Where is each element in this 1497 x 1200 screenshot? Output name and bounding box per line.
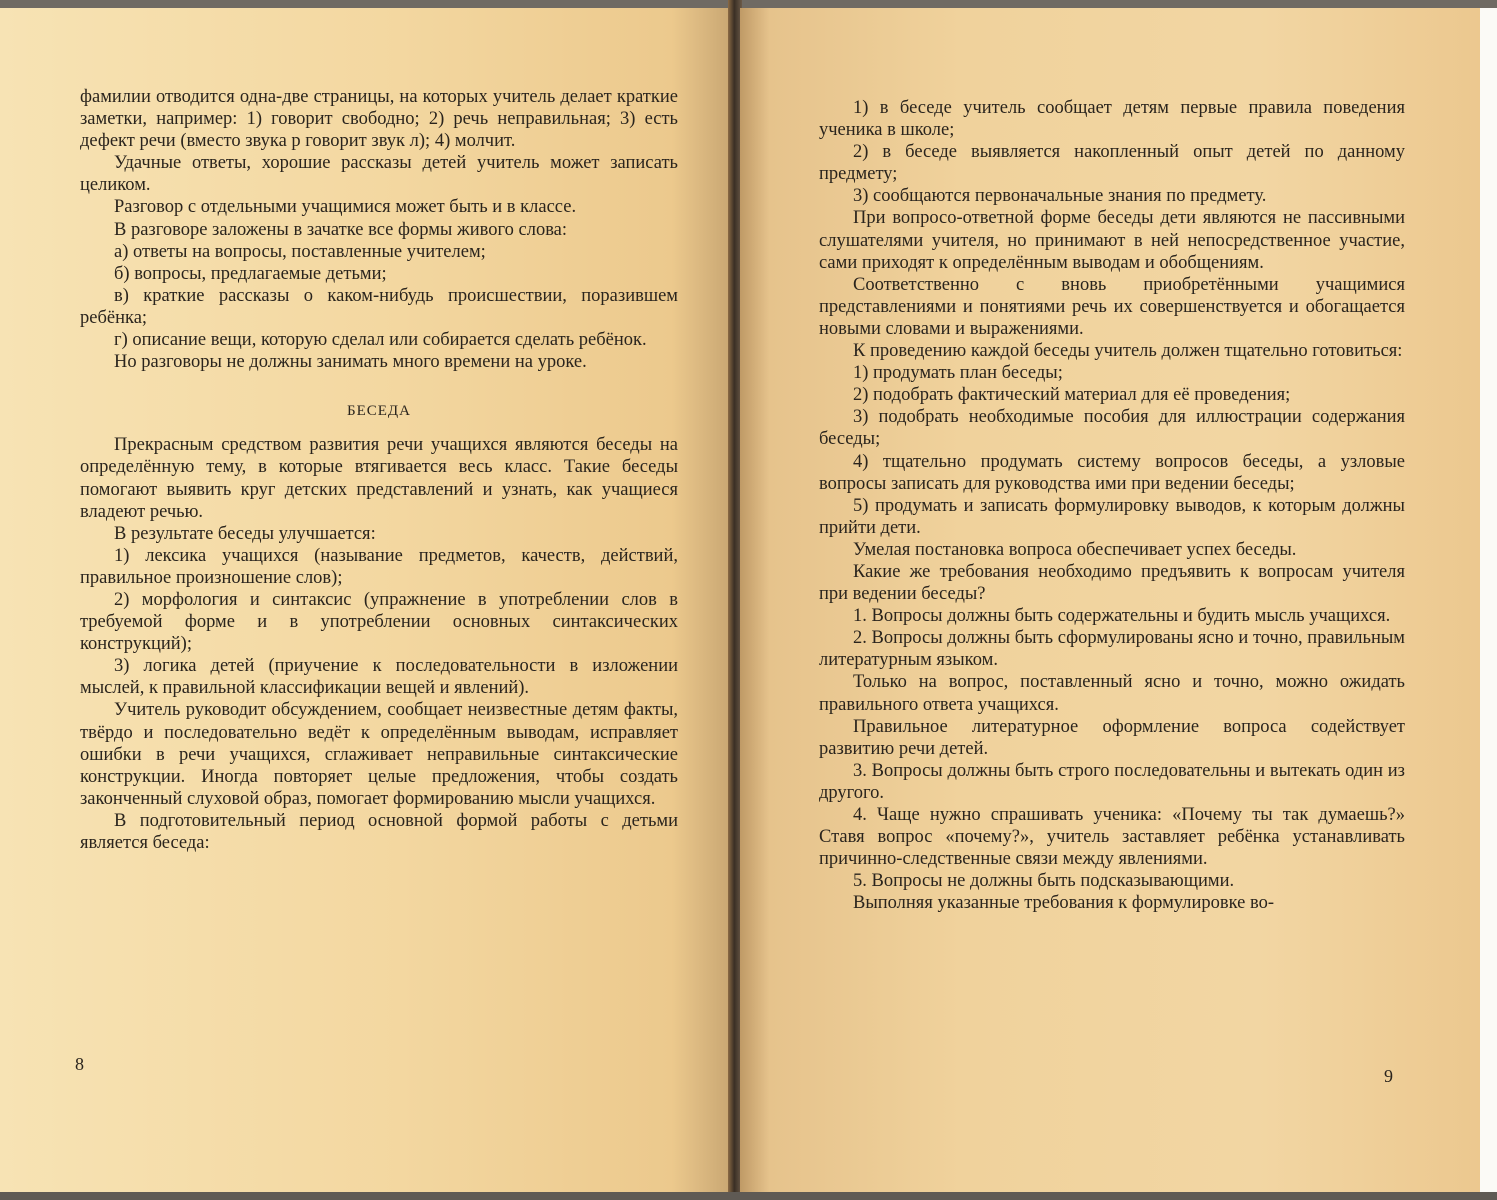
list-item: 3) подобрать необходимые пособия для иллюстрации содержания беседы; (819, 407, 1405, 450)
paragraph: Выполняя указанные требования к формулировке во- (853, 893, 1274, 914)
scan-edge-bottom (0, 1192, 1497, 1200)
page-number: 8 (75, 1054, 84, 1074)
paragraph: При вопросо-ответной форме беседы дети являются не пассивными слушателями учителя, но принимают в ней непосредственное участие, сами приходят к определённым выводам и обобщениям. (819, 208, 1405, 273)
paragraph: Прекрасным средством развития речи учащихся являются беседы на определённую тему, в которые втягивается весь класс. Такие беседы помогают выявить круг детских представлений и узнать, как учащиеся владеют речью. (80, 435, 678, 522)
paragraph: Умелая постановка вопроса обеспечивает успех беседы. (853, 539, 1297, 560)
page-number: 9 (1384, 1066, 1393, 1086)
list-item: 2) морфология и синтаксис (упражнение в употреблении слов в требуемой форме и в употреблении основных синтаксических конструкций); (80, 589, 678, 655)
right-page (740, 8, 1480, 1192)
list-item: 1) продумать план беседы; (853, 363, 1063, 384)
paragraph: Соответственно с вновь приобретёнными учащимися представлениями и понятиями речь их совершенствуется и обогащается новыми словами и выражениями. (819, 274, 1405, 339)
list-item: 1) в беседе учитель сообщает детям первые правила поведения ученика в школе; (819, 98, 1405, 141)
left-page (0, 8, 730, 1192)
list-item: 1) лексика учащихся (называние предметов, качеств, действий, правильное произношение слов); (80, 545, 678, 588)
paragraph: Какие же требования необходимо предъявить к вопросам учителя при ведении беседы? (819, 561, 1405, 605)
paragraph: В результате беседы улучшается: (114, 523, 376, 544)
list-item: 3) логика детей (приучение к последовательности в изложении мыслей, к правильной классификации вещей и явлений). (80, 656, 678, 699)
paragraph: фамилии отводится одна-две страницы, на которых учитель делает краткие заметки, например: 1) говорит свободно; 2) речь неправильная; 3) есть дефект речи (вместо звука р говорит звук л); 4) молчит. (80, 87, 678, 152)
list-item: г) описание вещи, которую сделал или собирается сделать ребёнок. (114, 330, 647, 351)
list-item: 3) сообщаются первоначальные знания по предмету. (853, 186, 1267, 207)
list-item: 5. Вопросы не должны быть подсказывающими. (853, 871, 1235, 892)
list-item: в) краткие рассказы о каком-нибудь происшествии, поразившем ребёнка; (80, 285, 678, 328)
paragraph: Но разговоры не должны занимать много времени на уроке. (114, 352, 587, 373)
paragraph: К проведению каждой беседы учитель должен тщательно готовиться: (853, 341, 1403, 362)
paragraph: Правильное литературное оформление вопроса содействует развитию речи детей. (819, 716, 1405, 759)
list-item: 4) тщательно продумать систему вопросов беседы, а узловые вопросы записать для руководства ими при ведении беседы; (819, 451, 1405, 494)
right-page-text (819, 97, 1405, 914)
list-item: а) ответы на вопросы, поставленные учителем; (114, 241, 486, 262)
paragraph: В подготовительный период основной формой работы с детьми является беседа: (80, 810, 678, 853)
paragraph: В разговоре заложены в зачатке все формы живого слова: (114, 219, 568, 240)
list-item: 1. Вопросы должны быть содержательны и будить мысль учащихся. (853, 606, 1391, 627)
paragraph: Учитель руководит обсуждением, сообщает неизвестные детям факты, твёрдо и последовательно ведёт к определённым выводам, исправляет ошибки в речи учащихся, сглаживает неправильные синтаксические конструкции. Иногда повторяет целые предложения, чтобы создать законченный слуховой образ, помогает формированию мысли учащихся. (80, 700, 678, 809)
paragraph: Удачные ответы, хорошие рассказы детей учитель может записать целиком. (80, 153, 678, 196)
list-item: 2. Вопросы должны быть сформулированы ясно и точно, правильным литературным языком. (819, 628, 1405, 671)
left-page-text (80, 86, 678, 854)
list-item: 2) подобрать фактический материал для её проведения; (853, 385, 1291, 406)
list-item: 4. Чаще нужно спрашивать ученика: «Почему ты так думаешь?» Ставя вопрос «почему?», учитель заставляет ребёнка устанавливать причинно-следственные связи между явлениями. (819, 805, 1405, 870)
scan-edge-top (0, 0, 1497, 8)
section-heading: БЕСЕДА (346, 403, 411, 420)
paragraph: Только на вопрос, поставленный ясно и точно, можно ожидать правильного ответа учащихся. (819, 672, 1405, 715)
list-item: 2) в беседе выявляется накопленный опыт детей по данному предмету; (819, 142, 1405, 185)
paragraph: Разговор с отдельными учащимися может быть и в классе. (114, 197, 577, 218)
list-item: б) вопросы, предлагаемые детьми; (114, 263, 387, 284)
list-item: 5) продумать и записать формулировку выводов, к которым должны прийти дети. (819, 495, 1405, 538)
list-item: 3. Вопросы должны быть строго последовательны и вытекать один из другого. (819, 760, 1405, 803)
